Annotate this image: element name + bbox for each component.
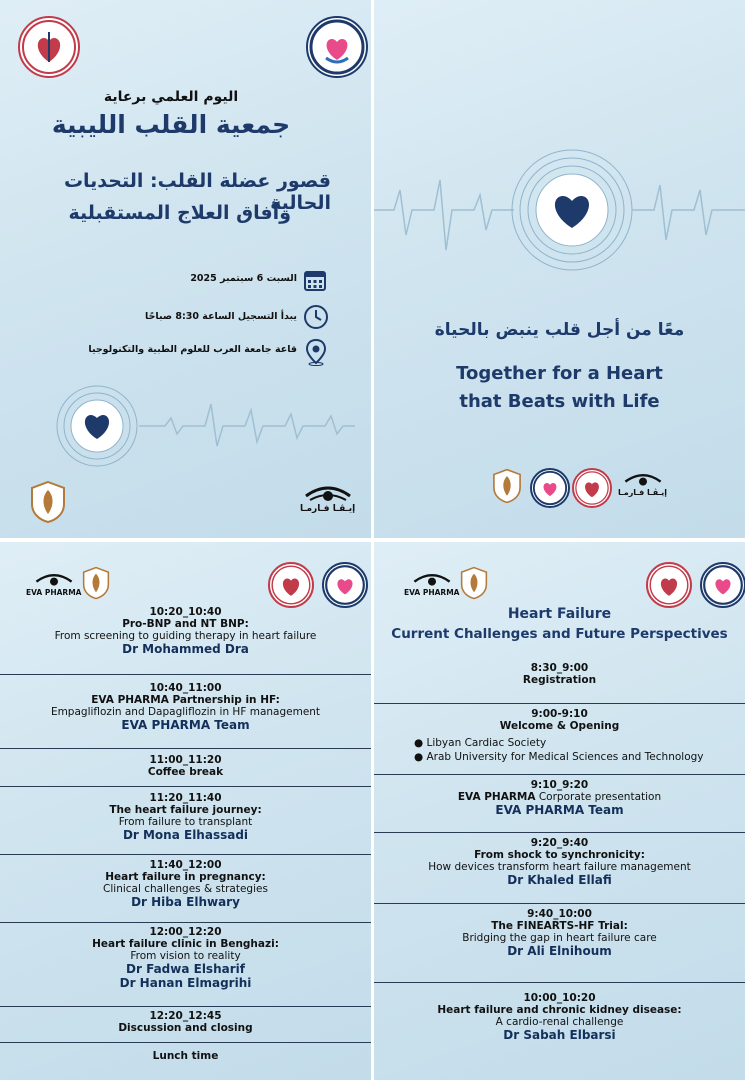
session-subtitle: A cardio-renal challenge [495,1016,624,1028]
session-time: 11:40_12:00 [149,859,222,871]
session-time: 12:00_12:20 [149,926,222,938]
registration-time: يبدأ التسجيل الساعة 8:30 صباحًا [145,311,297,322]
session-time: 10:40_11:00 [149,682,222,694]
session-card [0,754,371,778]
session-title: From shock to synchronicity: [474,849,645,861]
divider [0,854,371,855]
session-time: 9:20_9:40 [530,837,589,849]
libyan-cardiac-society-logo [646,562,692,608]
opening-bullet: ● Libyan Cardiac Society [414,737,547,749]
session-card [0,1050,371,1062]
event-date: السبت 6 سبتمبر 2025 [190,273,297,284]
panel-program-part-1 [374,542,745,1080]
session-card [0,792,371,842]
session-time: 10:00_10:20 [523,992,596,1004]
heart-failure-day-logo [700,562,745,608]
calendar-icon [303,268,327,296]
session-title: EVA PHARMA Partnership in HF: [91,694,280,706]
session-card [374,908,745,958]
libyan-cardiac-society-logo [268,562,314,608]
session-speaker-2: Dr Hanan Elmagrihi [119,976,252,990]
panel-program-part-2 [0,542,371,1080]
session-time: 9:10_9:20 [530,779,589,791]
divider [0,748,371,749]
eva-pharma-en-label: EVA PHARMA [404,588,460,597]
divider [374,982,745,983]
session-card [0,606,371,656]
divider [374,703,745,704]
session-speaker: EVA PHARMA Team [121,718,250,732]
session-speaker: Dr Ali Elnihoum [507,944,612,958]
session-card [0,859,371,909]
society-name: جمعية القلب الليبية [51,110,291,139]
panel-event-info [0,0,371,538]
session-speaker: Dr Mona Elhassadi [122,828,249,842]
heartbeat-graphic [374,140,745,280]
bullet-text: Libyan Cardiac Society [426,737,547,749]
session-title: The heart failure journey: [109,804,262,816]
eva-pharma-en-label: EVA PHARMA [26,588,82,597]
sponsor-line: اليوم العلمي برعاية [103,89,239,105]
eva-pharma-logo [404,572,459,597]
session-title: Welcome & Opening [499,720,620,732]
session-card [374,779,745,817]
session-card [0,682,371,732]
session-time: 12:20_12:45 [149,1010,222,1022]
session-title-rest: Corporate presentation [535,791,662,803]
session-subtitle: Empagliflozin and Dapagliflozin in HF management [50,706,321,718]
eva-pharma-logo [618,472,667,497]
session-speaker: Dr Mohammed Dra [122,642,249,656]
program-title-line-2: Current Challenges and Future Perspectives [391,626,728,642]
heart-failure-day-logo [530,468,570,508]
university-shield-logo [492,468,522,504]
session-title: Heart failure and chronic kidney disease: [437,1004,682,1016]
session-title: Heart failure clinic in Benghazi: [92,938,279,950]
divider [0,786,371,787]
session-card [0,1010,371,1034]
slogan-english-line-2: that Beats with Life [459,391,660,412]
eva-pharma-ar-label: إيـڤـا فـارمـا [618,488,668,497]
session-card [374,837,745,887]
topic-line-1: قصور عضلة القلب: التحديات الحالية [63,170,331,214]
opening-bullet: ● Arab University for Medical Sciences and Technology [414,751,704,763]
bullet-text: Arab University for Medical Sciences and Technology [426,751,704,763]
university-shield-logo [460,566,488,600]
divider [0,922,371,923]
session-speaker: Dr Sabah Elbarsi [503,1028,616,1042]
session-card [0,926,371,990]
clock-icon [303,304,329,334]
divider [374,832,745,833]
heartbeat-graphic [55,384,355,468]
university-shield-logo [82,566,110,600]
divider [374,903,745,904]
libyan-cardiac-society-logo [18,16,80,78]
libyan-cardiac-society-logo [572,468,612,508]
panel-slogan [374,0,745,538]
session-title: Coffee break [147,766,224,778]
slogan-english-line-1: Together for a Heart [456,363,663,384]
session-title: Registration [522,674,597,686]
session-title: Discussion and closing [118,1022,253,1034]
divider [0,1006,371,1007]
session-time: 10:20_10:40 [149,606,222,618]
venue: قاعة جامعة العرب للعلوم الطبية والتكنولوجيا [88,344,297,355]
session-speaker: Dr Fadwa Elsharif [126,962,245,976]
session-title: Lunch time [152,1050,219,1062]
eva-pharma-logo [300,484,355,514]
session-title: Pro-BNP and NT BNP: [122,618,249,630]
session-card [374,992,745,1042]
session-subtitle: From screening to guiding therapy in heart failure [54,630,317,642]
eva-pharma-ar-label: إيـڤـا فـارمـا [300,504,356,514]
session-title: The FINEARTS-HF Trial: [491,920,628,932]
session-speaker: Dr Khaled Ellafi [507,873,612,887]
session-subtitle: Clinical challenges & strategies [103,883,268,895]
session-time: 9:40_10:00 [527,908,592,920]
session-title [374,791,745,803]
program-title-line-1: Heart Failure [507,606,612,622]
divider [374,774,745,775]
eva-pharma-logo [26,572,81,597]
university-shield-logo [30,480,66,524]
session-speaker: Dr Hiba Elhwary [131,895,240,909]
session-speaker: EVA PHARMA Team [495,803,624,817]
session-title: Heart failure in pregnancy: [105,871,266,883]
session-title-prefix: EVA PHARMA [457,791,536,803]
session-subtitle: From failure to transplant [118,816,253,828]
heart-failure-day-logo [322,562,368,608]
session-subtitle: Bridging the gap in heart failure care [462,932,657,944]
heart-failure-day-logo [306,16,368,78]
slogan-arabic: معًا من أجل قلب ينبض بالحياة [434,320,685,340]
session-time: 8:30_9:00 [530,662,589,674]
session-card [374,662,745,686]
session-card [374,708,745,732]
session-time: 11:20_11:40 [149,792,222,804]
session-subtitle: How devices transform heart failure management [428,861,691,873]
divider [0,1042,371,1043]
topic-line-2: وآفاق العلاج المستقبلية [68,202,291,224]
session-subtitle: From vision to reality [130,950,241,962]
session-time: 9:00-9:10 [531,708,588,720]
location-pin-icon [305,338,327,370]
session-time: 11:00_11:20 [149,754,222,766]
divider [0,674,371,675]
